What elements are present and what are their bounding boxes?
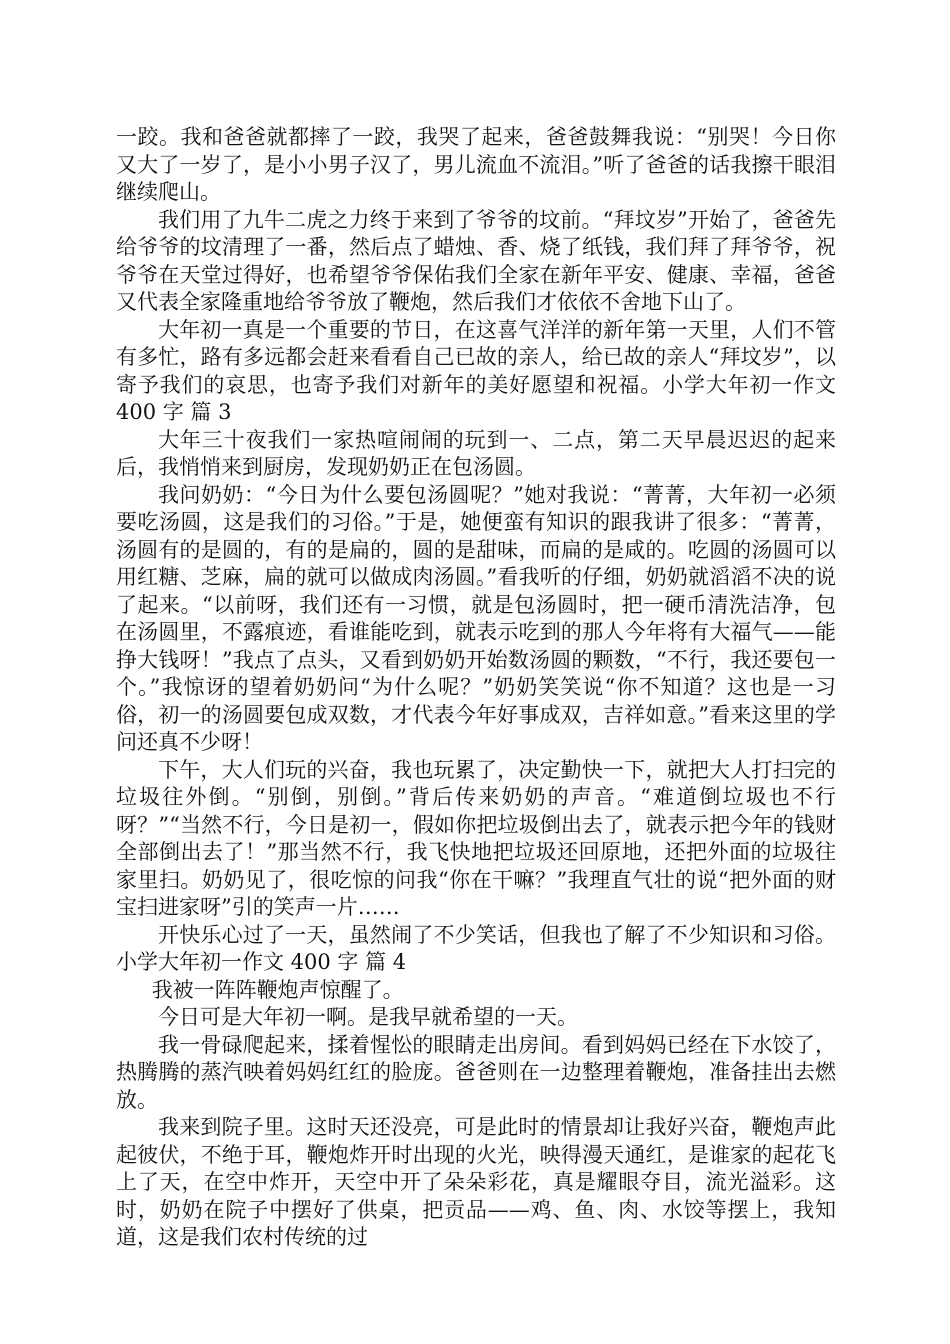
paragraph-3: 大年初一真是一个重要的节日，在这喜气洋洋的新年第一天里，人们不管有多忙，路有多远都会赶来看看自己已故的亲人，给已故的亲人“拜坟岁”，以寄予我们的哀思，也寄予我们对新年的美好愿望和祝福。小学大年初一作文 400 字 篇 3 bbox=[116, 317, 836, 424]
paragraph-7: 开快乐心过了一天，虽然闹了不少笑话，但我也了解了不少知识和习俗。小学大年初一作文 400 字 篇 4 bbox=[116, 922, 836, 974]
paragraph-4: 大年三十夜我们一家热喧闹闹的玩到一、二点，第二天早晨迟迟的起来后，我悄悄来到厨房，发现奶奶正在包汤圆。 bbox=[116, 427, 836, 479]
paragraph-5: 我问奶奶：“今日为什么要包汤圆呢？”她对我说：“菁菁，大年初一必须要吃汤圆，这是我们的习俗。”于是，她便蛮有知识的跟我讲了很多：“菁菁，汤圆有的是圆的，有的是扁的，圆的是甜味，而扁的是咸的。吃圆的汤圆可以用红糖、芝麻，扁的就可以做成肉汤圆。”看我听的仔细，奶奶就滔滔不决的说了起来。“以前呀，我们还有一习惯，就是包汤圆时，把一硬币清洗洁净，包在汤圆里，不露痕迹，看谁能吃到，就表示吃到的那人今年将有大福气——能挣大钱呀！”我点了点头，又看到奶奶开始数汤圆的颗数，“不行，我还要包一个。”我惊讶的望着奶奶问“为什么呢？”奶奶笑笑说“你不知道？这也是一习俗，初一的汤圆要包成双数，才代表今年好事成双，吉祥如意。”看来这里的学问还真不少呀！ bbox=[116, 482, 836, 754]
paragraph-6: 下午，大人们玩的兴奋，我也玩累了，决定勤快一下，就把大人打扫完的垃圾往外倒。“别倒，别倒。”背后传来奶奶的声音。“难道倒垃圾也不行呀？”“当然不行，今日是初一，假如你把垃圾倒出去了，就表示把今年的钱财全部倒出去了！”那当然不行，我飞快地把垃圾还回原地，还把外面的垃圾往家里扫。奶奶见了，很吃惊的问我“你在干嘛？”我理直气壮的说“把外面的财宝扫进家呀”引的笑声一片…… bbox=[116, 757, 836, 919]
document-page bbox=[116, 124, 836, 1252]
paragraph-9: 今日可是大年初一啊。是我早就希望的一天。 bbox=[158, 1005, 578, 1029]
paragraph-11: 我来到院子里。这时天还没亮，可是此时的情景却让我好兴奋，鞭炮声此起彼伏，不绝于耳，鞭炮炸开时出现的火光，映得漫天通红，是谁家的起花飞上了天，在空中炸开，天空中开了朵朵彩花，真是耀眼夺目，流光溢彩。这时，奶奶在院子中摆好了供桌，把贡品——鸡、鱼、肉、水饺等摆上，我知道，这是我们农村传统的过 bbox=[116, 1115, 836, 1249]
paragraph-2: 我们用了九牛二虎之力终于来到了爷爷的坟前。“拜坟岁”开始了，爸爸先给爷爷的坟清理了一番，然后点了蜡烛、香、烧了纸钱，我们拜了拜爷爷，祝爷爷在天堂过得好，也希望爷爷保佑我们全家在新年平安、健康、幸福，爸爸又代表全家隆重地给爷爷放了鞭炮，然后我们才依依不舍地下山了。 bbox=[116, 207, 836, 314]
paragraph-1: 一跤。我和爸爸就都摔了一跤，我哭了起来，爸爸鼓舞我说：“别哭！今日你又大了一岁了，是小小男子汉了，男儿流血不流泪。”听了爸爸的话我擦干眼泪继续爬山。 bbox=[116, 125, 836, 204]
paragraph-8: 我被一阵阵鞭炮声惊醒了。 bbox=[151, 977, 404, 1002]
paragraph-10: 我一骨碌爬起来，揉着惺忪的眼睛走出房间。看到妈妈已经在下水饺了，热腾腾的蒸汽映着妈妈红红的脸庞。爸爸则在一边整理着鞭炮，准备挂出去燃放。 bbox=[116, 1032, 836, 1112]
